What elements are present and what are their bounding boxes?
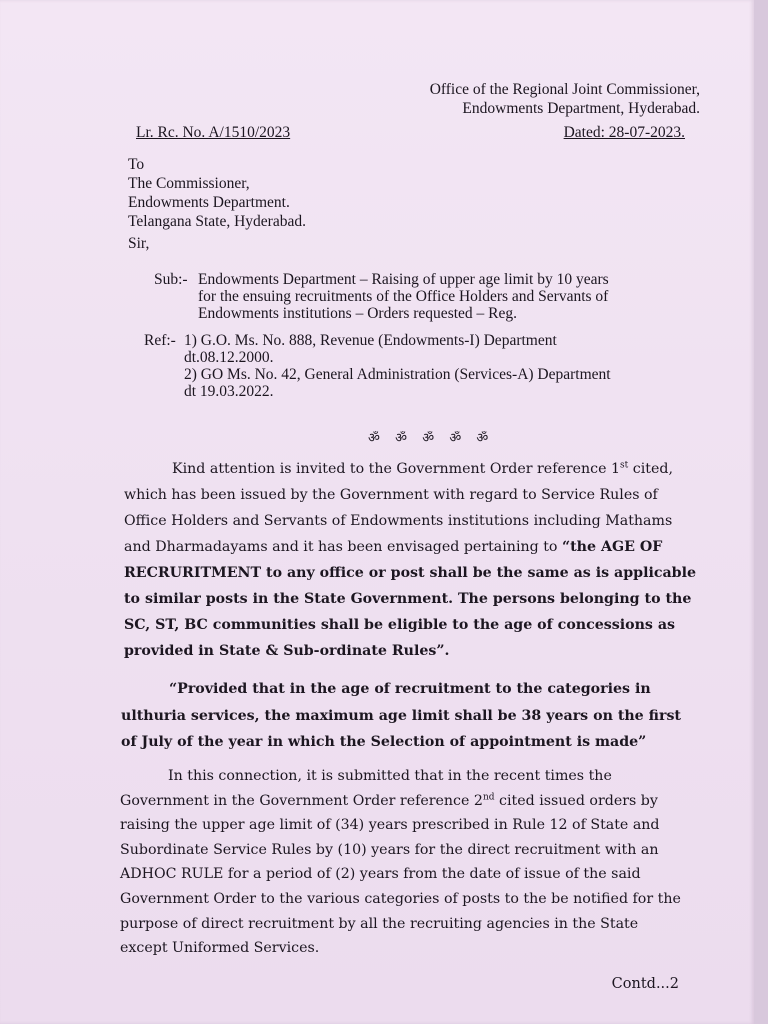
salutation: Sir,	[128, 235, 150, 252]
letter-date: Dated: 28-07-2023.	[563, 124, 685, 141]
subject-block	[154, 271, 609, 322]
subject-line-3: Endowments institutions – Orders requested – Reg.	[198, 305, 517, 322]
quoted-proviso	[121, 676, 681, 756]
para3-line-8: except Uniformed Services.	[120, 940, 320, 957]
quote-line-3: of July of the year in which the Selection of appointment is made”	[121, 734, 647, 750]
recipient-address	[128, 155, 306, 231]
reference-number: Lr. Rc. No. A/1510/2023	[136, 124, 291, 141]
para1-line-4b: “the AGE OF	[561, 539, 663, 555]
para1-line-3: Office Holders and Servants of Endowments institutions including Mathams	[124, 513, 673, 529]
office-header	[430, 80, 700, 118]
reference-1-line-2: dt.08.12.2000.	[184, 349, 274, 366]
page-edge	[754, 0, 768, 1024]
para1-superscript: st	[620, 460, 629, 471]
para3-line-3: raising the upper age limit of (34) years prescribed in Rule 12 of State and	[120, 817, 660, 834]
reference-2-line-1: 2) GO Ms. No. 42, General Administration (Services-A) Department	[184, 366, 611, 383]
address-to: To	[128, 156, 145, 173]
para3-line-7: purpose of direct recruitment by all the recruiting agencies in the State	[120, 915, 639, 932]
para1-line-6: to similar posts in the State Government. The persons belonging to the	[124, 591, 692, 607]
continued-note: Contd...2	[611, 976, 679, 992]
para1-line-4a: and Dharmadayams and it has been envisaged pertaining to	[124, 539, 562, 555]
para3-line-6: Government Order to the various categories of posts to the be notified for the	[120, 890, 681, 907]
reference-2-line-2: dt 19.03.2022.	[184, 383, 274, 400]
references-block	[144, 332, 611, 400]
reference-1-line-1: 1) G.O. Ms. No. 888, Revenue (Endowments-I) Department	[184, 332, 557, 349]
para3-line-1: In this connection, it is submitted that in the recent times the	[168, 768, 612, 784]
para1-line-7: SC, ST, BC communities shall be eligible to the age of concessions as	[124, 617, 676, 633]
para3-line-4: Subordinate Service Rules by (10) years for the direct recruitment with an	[120, 841, 659, 858]
para3-superscript: nd	[482, 791, 495, 802]
para3-line-2b: cited issued orders by	[494, 792, 658, 809]
para1-line-8: provided in State & Sub-ordinate Rules”.	[124, 643, 450, 659]
address-line-3: Telangana State, Hyderabad.	[128, 213, 306, 230]
quote-line-2: ulthuria services, the maximum age limit shall be 38 years on the first	[121, 707, 681, 724]
subject-line-1: Endowments Department – Raising of upper age limit by 10 years	[198, 271, 609, 288]
address-line-2: Endowments Department.	[128, 194, 290, 211]
para1-line-5: RECRURITMENT to any office or post shall be the same as is applicable	[124, 565, 697, 581]
para1-line-1a: Kind attention is invited to the Government Order reference 1	[172, 461, 621, 477]
office-line-2: Endowments Department, Hyderabad.	[462, 100, 700, 117]
paragraph-1	[124, 456, 696, 664]
subject-line-2: for the ensuing recruitments of the Office Holders and Servants of	[198, 288, 609, 305]
para3-line-2a: Government in the Government Order reference 2	[120, 792, 483, 809]
para3-line-5: ADHOC RULE for a period of (2) years from the date of issue of the said	[120, 866, 641, 883]
para1-line-1b: cited,	[628, 461, 673, 477]
address-line-1: The Commissioner,	[128, 175, 250, 192]
office-line-1: Office of the Regional Joint Commissioner,	[429, 81, 700, 98]
quote-line-1: “Provided that in the age of recruitment to the categories in	[169, 681, 651, 697]
para1-line-2: which has been issued by the Government with regard to Service Rules of	[124, 487, 658, 503]
paragraph-3	[120, 764, 681, 961]
references-label: Ref:-	[144, 332, 176, 349]
om-symbols: ॐ ॐ ॐ ॐ ॐ	[368, 430, 495, 445]
subject-label: Sub:-	[154, 271, 188, 288]
